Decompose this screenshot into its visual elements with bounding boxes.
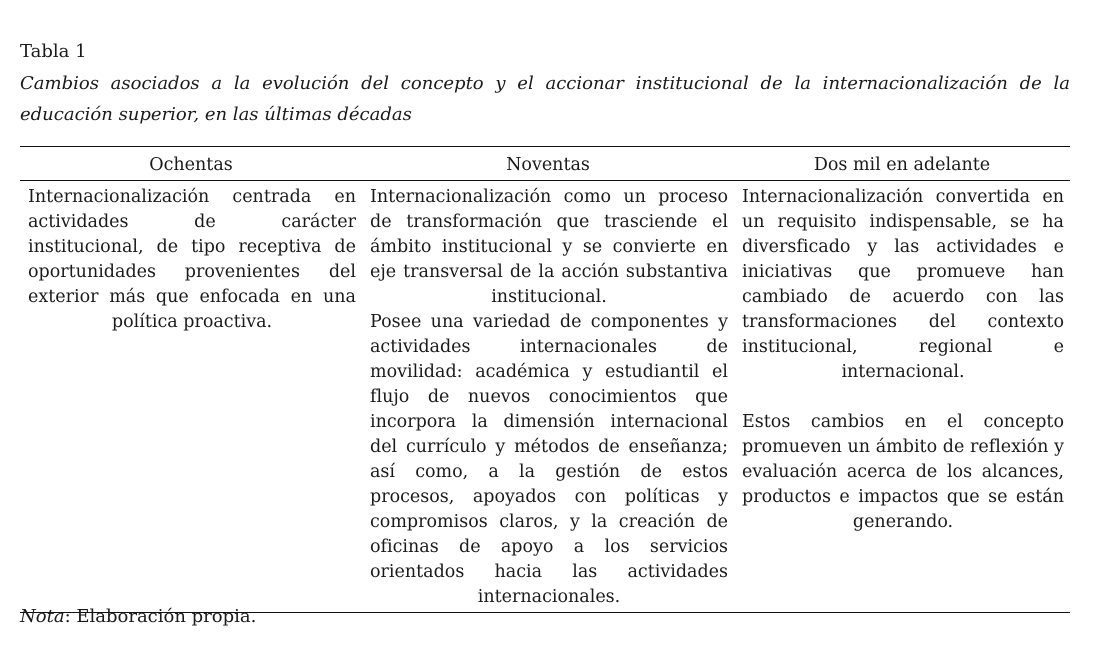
cell-dos-mil-paragraph-2: Estos cambios en el concepto promueven un ámbito de reflexión y evaluación acerca de los alcances, productos e impactos que se están generando. (742, 412, 1064, 532)
column-header-noventas: Noventas (506, 154, 590, 175)
table-note-label: Nota (20, 606, 65, 627)
header-row (20, 147, 1070, 181)
cell-noventas-paragraph-2: Posee una variedad de componentes y actividades internacionales de movilidad: académica y estudiantil el flujo de nuevos conocimientos que incorpora la dimensión internacional del currículo y métodos de enseñanza; así como, a la gestión de estos procesos, apoyados con políticas y compromisos claros, y la creación de oficinas de apoyo a los servicios orientados hacia las actividades internacionales. (370, 312, 728, 607)
cell-noventas-paragraph-1: Internacionalización como un proceso de transformación que trasciende el ámbito institucional y se convierte en eje transversal de la acción substantiva institucional. (370, 187, 728, 307)
table-label: Tabla 1 (20, 41, 87, 62)
cell-ochentas-paragraph: Internacionalización centrada en actividades de carácter institucional, de tipo receptiva de oportunidades provenientes del exterior más que enfocada en una política proactiva. (28, 187, 356, 332)
cell-noventas (362, 181, 734, 613)
table-note-text: : Elaboración propia. (64, 606, 257, 627)
table-row (20, 181, 1070, 613)
comparison-table (20, 146, 1070, 613)
cell-ochentas (20, 181, 362, 613)
table-caption: Cambios asociados a la evolución del concepto y el accionar institucional de la internacionalización de la educación superior, en las últimas décadas (20, 73, 1070, 125)
table-note (20, 605, 256, 629)
column-header-dos-mil: Dos mil en adelante (813, 154, 991, 175)
cell-dos-mil-paragraph-1: Internacionalización convertida en un requisito indispensable, se ha diversficado y las actividades e iniciativas que promueve han cambiado de acuerdo con las transformaciones del contexto institucional, regional e internacional. (742, 187, 1064, 382)
cell-dos-mil (734, 181, 1070, 613)
column-header-ochentas: Ochentas (149, 154, 233, 175)
